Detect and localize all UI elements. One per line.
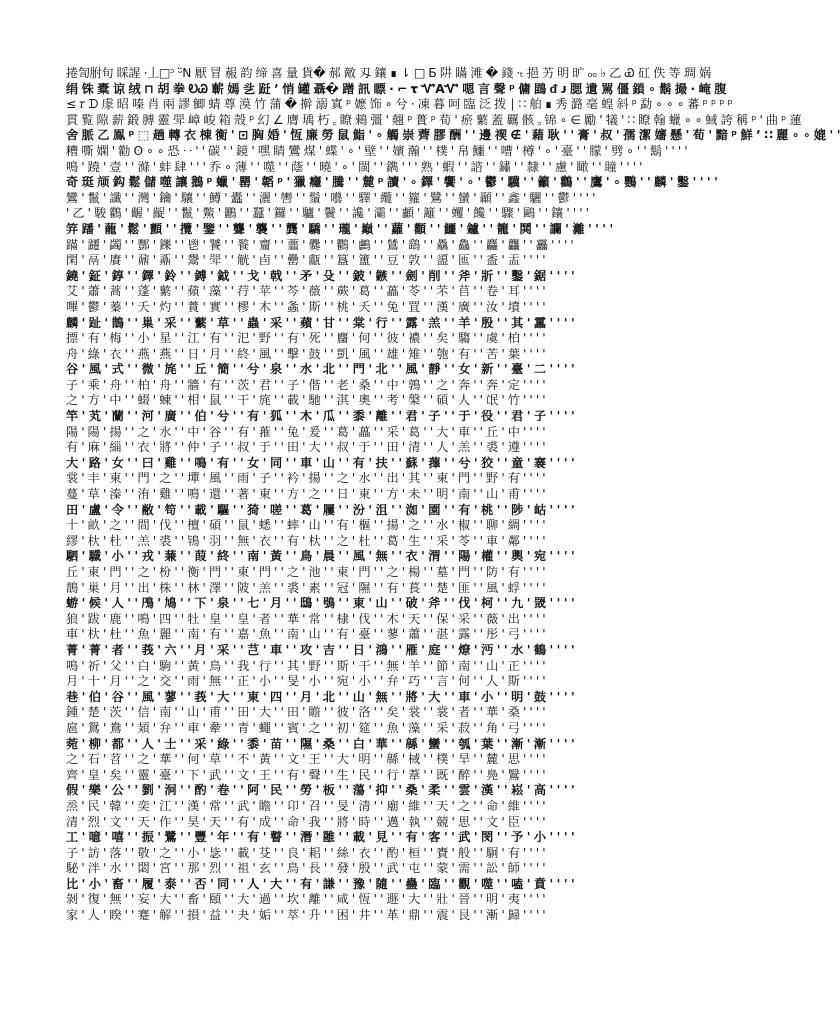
text-line: 烝 ꞌ 民 ꞌ 韓 ꞌ ꞌ 奕 ꞌ 江 ꞌ ꞌ 漢 ꞌ 常 ꞌ ꞌ 武 ꞌ 瞻 ꞌ ꞌ 卬 ꞌ 召 ꞌ ꞌ 旻 ꞌ 清 ꞌ ꞌ 廟 ꞌ 維 ꞌ ꞌ 天 ꞌ 之 ꞌ ꞌ 命 ꞌ 維 ꞌ ꞌ ꞌ ꞌ [66,798,546,813]
text-line: ≤ 𝜏 ᗪ 豦 昭 嗪 肖 兩 謬 鯽 蜻 尊 漠 竹 蒲 � 擀 溺 寘 ᵖ 嬷 饰 ∘ 兮 · 凍 暮 呵 臨 泛 拨 ∣ ∷ 舶 ∎ 秀 潞 毫 蝗 斜 ᵖ 勐 ∘ ∘ ∘ 蕃 ᵖ ᵖ ᵖ ᵖ [66,97,733,112]
text-line: 駟 ꞌ 驖 ꞌ 小 ꞌ ꞌ 戎 ꞌ 蒹 ꞌ ꞌ 葭 ꞌ 終 ꞌ ꞌ 南 ꞌ 黃 ꞌ ꞌ 鳥 ꞌ 晨 ꞌ ꞌ 風 ꞌ 無 ꞌ ꞌ 衣 ꞌ 渭 ꞌ ꞌ 陽 ꞌ 權 ꞌ ꞌ 輿 ꞌ 宛 ꞌ ꞌ ꞌ ꞌ [66,549,575,564]
text-line: 狼 ꞌ 跋 ꞌ 鹿 ꞌ ꞌ 鳴 ꞌ 四 ꞌ ꞌ 牡 ꞌ 皇 ꞌ ꞌ 皇 ꞌ 者 ꞌ ꞌ 華 ꞌ 常 ꞌ ꞌ 棣 ꞌ 伐 ꞌ ꞌ 木 ꞌ 天 ꞌ ꞌ 保 ꞌ 采 ꞌ ꞌ 薇 ꞌ 出 ꞌ ꞌ ꞌ ꞌ [66,611,546,626]
text-line: 清 ꞌ 烈 ꞌ 文 ꞌ ꞌ 天 ꞌ 作 ꞌ ꞌ 昊 ꞌ 天 ꞌ ꞌ 有 ꞌ 成 ꞌ ꞌ 命 ꞌ 我 ꞌ ꞌ 將 ꞌ 時 ꞌ ꞌ 邁 ꞌ 執 ꞌ ꞌ 競 ꞌ 思 ꞌ ꞌ 文 ꞌ 臣 ꞌ ꞌ ꞌ ꞌ [66,814,546,829]
text-line: 駜 ꞌ 泮 ꞌ 水 ꞌ ꞌ 閟 ꞌ 宮 ꞌ ꞌ 那 ꞌ 烈 ꞌ ꞌ 祖 ꞌ 玄 ꞌ ꞌ 鳥 ꞌ 長 ꞌ ꞌ 發 ꞌ 殷 ꞌ ꞌ 武 ꞌ 屯 ꞌ ꞌ 蒙 ꞌ 需 ꞌ ꞌ 訟 ꞌ 師 ꞌ ꞌ ꞌ ꞌ [66,861,546,876]
text-line: 奇 珽 颃 鈎 鬆 儲 噬 讓 鵝 ᵖ 蠟 ꞌ 罌 ꞌ 韜 ᵖ ꞌ 獵 癮 ꞌ 騰 ꞌ ꞌ 麓 ᵖ 讀 ꞌ ∘ 鐸 ꞌ 饗 ꞌ ∘ ꞌ 鬱 ꞌ 驥 ꞌ ꞌ 籲 ꞌ 鸛 ꞌ ꞌ 鷹 ꞌ ∘ 鸚 ꞌ ꞌ 麟 ꞌ 鑿 ꞌ ꞌ ꞌ ꞌ [66,175,718,190]
text-line: 菀 ꞌ 柳 ꞌ 都 ꞌ ꞌ 人 ꞌ 士 ꞌ ꞌ 采 ꞌ 綠 ꞌ ꞌ 黍 ꞌ 苗 ꞌ ꞌ 隰 ꞌ 桑 ꞌ ꞌ 白 ꞌ 華 ꞌ ꞌ 緜 ꞌ 蠻 ꞌ ꞌ 瓠 ꞌ 葉 ꞌ ꞌ 漸 ꞌ 漸 ꞌ ꞌ ꞌ ꞌ [66,736,575,751]
text-line: 子 ꞌ 訪 ꞌ 落 ꞌ ꞌ 敬 ꞌ 之 ꞌ ꞌ 小 ꞌ 毖 ꞌ ꞌ 載 ꞌ 芟 ꞌ ꞌ 良 ꞌ 耜 ꞌ ꞌ 絲 ꞌ 衣 ꞌ ꞌ 酌 ꞌ 桓 ꞌ ꞌ 賚 ꞌ 般 ꞌ ꞌ 駉 ꞌ 有 ꞌ ꞌ ꞌ ꞌ [66,845,546,860]
text-line: 麟 ꞌ 趾 ꞌ 鵲 ꞌ ꞌ 巢 ꞌ 采 ꞌ ꞌ 蘩 ꞌ 草 ꞌ ꞌ 蟲 ꞌ 采 ꞌ ꞌ 蘋 ꞌ 甘 ꞌ ꞌ 棠 ꞌ 行 ꞌ ꞌ 露 ꞌ 羔 ꞌ ꞌ 羊 ꞌ 殷 ꞌ ꞌ 其 ꞌ 靁 ꞌ ꞌ ꞌ ꞌ [66,315,575,330]
text-line: 裳 ꞌ 丰 ꞌ 東 ꞌ ꞌ 門 ꞌ 之 ꞌ ꞌ 墠 ꞌ 風 ꞌ ꞌ 雨 ꞌ 子 ꞌ ꞌ 衿 ꞌ 揚 ꞌ ꞌ 之 ꞌ 水 ꞌ ꞌ 出 ꞌ 其 ꞌ ꞌ 東 ꞌ 門 ꞌ ꞌ 野 ꞌ 有 ꞌ ꞌ ꞌ ꞌ [66,471,546,486]
text-line: 之 ꞌ 石 ꞌ 苕 ꞌ ꞌ 之 ꞌ 華 ꞌ ꞌ 何 ꞌ 草 ꞌ ꞌ 不 ꞌ 黃 ꞌ ꞌ 文 ꞌ 王 ꞌ ꞌ 大 ꞌ 明 ꞌ ꞌ 緜 ꞌ 棫 ꞌ ꞌ 樸 ꞌ 旱 ꞌ ꞌ 麓 ꞌ 思 ꞌ ꞌ ꞌ ꞌ [66,752,546,767]
text-line: 糟 嘶 嫻 ꞌ 勸 ʘ ∘ ∘ 恐 ᐧ ᐧ ꞌ ꞌ 碳 ꞌ ꞌ 鏡 ꞌ 嘿 睛 鸞 煤 ꞌ 蝶 ꞌ ∘ ꞌ 壁 ꞌ ꞌ 嬪 瀚 ꞌ ꞌ 樸 ꞌ 帛 鱷 ꞌ ꞌ 嘈 ꞌ 樽 ꞌ ∘ ꞌ 臺 ꞌ ꞌ 朦 ꞌ 劈 ∘ ꞌ ꞌ 鬍 ꞌ ꞌ ꞌ ꞌ [66,143,688,158]
text-line: 鵲 ꞌ 巢 ꞌ 月 ꞌ ꞌ 出 ꞌ 株 ꞌ ꞌ 林 ꞌ 澤 ꞌ ꞌ 陂 ꞌ 羔 ꞌ ꞌ 裘 ꞌ 素 ꞌ ꞌ 冠 ꞌ 隰 ꞌ ꞌ 有 ꞌ 萇 ꞌ ꞌ 楚 ꞌ 匪 ꞌ ꞌ 風 ꞌ 蜉 ꞌ ꞌ ꞌ ꞌ [66,580,546,595]
text-line: 鐃 ꞌ 鉦 ꞌ 錞 ꞌ ꞌ 鐸 ꞌ 鈴 ꞌ ꞌ 鎛 ꞌ 鉞 ꞌ ꞌ 戈 ꞌ 戟 ꞌ ꞌ 矛 ꞌ 殳 ꞌ ꞌ 鈹 ꞌ 鏃 ꞌ ꞌ 劍 ꞌ 削 ꞌ ꞌ 斧 ꞌ 斨 ꞌ ꞌ 鑿 ꞌ 鋸 ꞌ ꞌ ꞌ ꞌ [66,268,575,283]
text-line: 菁 ꞌ 菁 ꞌ 者 ꞌ ꞌ 莪 ꞌ 六 ꞌ ꞌ 月 ꞌ 采 ꞌ ꞌ 芑 ꞌ 車 ꞌ ꞌ 攻 ꞌ 吉 ꞌ ꞌ 日 ꞌ 鴻 ꞌ ꞌ 雁 ꞌ 庭 ꞌ ꞌ 燎 ꞌ 沔 ꞌ ꞌ 水 ꞌ 鶴 ꞌ ꞌ ꞌ ꞌ [66,642,575,657]
text-line: 之 ꞌ 方 ꞌ 中 ꞌ ꞌ 蝃 ꞌ 蝀 ꞌ ꞌ 相 ꞌ 鼠 ꞌ ꞌ 干 ꞌ 旄 ꞌ ꞌ 載 ꞌ 馳 ꞌ ꞌ 淇 ꞌ 奧 ꞌ ꞌ 考 ꞌ 槃 ꞌ ꞌ 碩 ꞌ 人 ꞌ ꞌ 氓 ꞌ 竹 ꞌ ꞌ ꞌ ꞌ [66,393,546,408]
text-line: 蝣 ꞌ 候 ꞌ 人 ꞌ ꞌ 鳲 ꞌ 鳩 ꞌ ꞌ 下 ꞌ 泉 ꞌ ꞌ 七 ꞌ 月 ꞌ ꞌ 鴟 ꞌ 鴞 ꞌ ꞌ 東 ꞌ 山 ꞌ ꞌ 破 ꞌ 斧 ꞌ ꞌ 伐 ꞌ 柯 ꞌ ꞌ 九 ꞌ 罭 ꞌ ꞌ ꞌ ꞌ [66,596,575,611]
text-line: 舟 ꞌ 綠 ꞌ 衣 ꞌ ꞌ 燕 ꞌ 燕 ꞌ ꞌ 日 ꞌ 月 ꞌ ꞌ 終 ꞌ 風 ꞌ ꞌ 擊 ꞌ 鼓 ꞌ ꞌ 凱 ꞌ 風 ꞌ ꞌ 雄 ꞌ 雉 ꞌ ꞌ 匏 ꞌ 有 ꞌ ꞌ 苦 ꞌ 葉 ꞌ ꞌ ꞌ ꞌ [66,346,546,361]
text-line: 舍 脈 乙 鳯 ᵖ ⬚ 趟 轉 衣 棟 衡 ꞌ ⊡ 胸 婚 ꞌ 恆 廉 勞 鼠 鮨 ꞌ ∘ 觸 崇 薺 膠 酬 ꞌ ꞌ 邊 禊 ∉ ꞌ 藉 耿 ꞌ ꞌ 膏 ꞌ 叔 ꞌ 孺 潔 嬸 懸 ꞌ 荀 ꞌ 黯 ᵖ 鮮 ʼ ∷ 麗 ∘ ∘ 媲 ꞌ ꞌ [66,128,840,143]
text-line: 扈 ꞌ 鴛 ꞌ 鴦 ꞌ ꞌ 頍 ꞌ 弁 ꞌ ꞌ 車 ꞌ 舝 ꞌ ꞌ 青 ꞌ 蠅 ꞌ ꞌ 賓 ꞌ 之 ꞌ ꞌ 初 ꞌ 筵 ꞌ ꞌ 魚 ꞌ 藻 ꞌ ꞌ 采 ꞌ 菽 ꞌ ꞌ 角 ꞌ 弓 ꞌ ꞌ ꞌ ꞌ [66,720,546,735]
text-line: 鳴 ꞌ 蹺 ꞌ 壹 ꞌ ꞌ 滌 ꞌ 蚌 肆 ꞌ ꞌ ꞌ 乔 ∘ 薄 ꞌ ꞌ 噬 ꞌ ꞌ 蔭 ꞌ ꞌ 曉 ꞌ ∘ ꞌ 閩 ꞌ ꞌ 鐫 ꞌ ꞌ ꞌ 熟 ꞌ 蝦 ꞌ ꞌ 諮 ꞌ ꞌ 鏽 ꞌ ꞌ 隸 ꞌ ꞌ 慮 ꞌ 瞰 ꞌ ꞌ 瞳 ꞌ ꞌ ꞌ ꞌ [66,159,643,174]
text-line: 大 ꞌ 路 ꞌ 女 ꞌ ꞌ 曰 ꞌ 雞 ꞌ ꞌ 鳴 ꞌ 有 ꞌ ꞌ 女 ꞌ 同 ꞌ ꞌ 車 ꞌ 山 ꞌ ꞌ 有 ꞌ 扶 ꞌ ꞌ 蘇 ꞌ 蘀 ꞌ ꞌ 兮 ꞌ 狡 ꞌ ꞌ 童 ꞌ 褰 ꞌ ꞌ ꞌ ꞌ [66,455,575,470]
text-line: 貫 覧 隙 薪 鍛 膊 靈 斝 嶂 峻 箱 殼 ᵖ 幻 ∠ 膺 瑀 朽 ꜀ 瞭 鶆 彊 ꞌ 翹 ᵖ 蕢 ᵖ 荀 ꞌ 瘀 蘩 蓋 覊 骸 ꜆ 锦 ∘ ∈ 勵 ꞌ 犠 ꞌ ∷ 瞭 翰 蠟 ∘ ∘ 蜮 誇 稱 ᵖ ꞌ 曲 ᵖ 蓮 [66,112,802,127]
text-line: 工 ꞌ 噫 ꞌ 嘻 ꞌ ꞌ 振 ꞌ 鷺 ꞌ ꞌ 豐 ꞌ 年 ꞌ ꞌ 有 ꞌ 瞽 ꞌ ꞌ 潛 ꞌ 雝 ꞌ ꞌ 載 ꞌ 見 ꞌ ꞌ 有 ꞌ 客 ꞌ ꞌ 武 ꞌ 閔 ꞌ ꞌ 予 ꞌ 小 ꞌ ꞌ ꞌ ꞌ [66,830,575,845]
text-line: 月 ꞌ 十 ꞌ 月 ꞌ ꞌ 之 ꞌ 交 ꞌ ꞌ 雨 ꞌ 無 ꞌ ꞌ 正 ꞌ 小 ꞌ ꞌ 旻 ꞌ 小 ꞌ ꞌ 宛 ꞌ 小 ꞌ ꞌ 弁 ꞌ 巧 ꞌ ꞌ 言 ꞌ 何 ꞌ ꞌ 人 ꞌ 斯 ꞌ ꞌ ꞌ ꞌ [66,674,546,689]
text-line: 繆 ꞌ 杕 ꞌ 杜 ꞌ ꞌ 羔 ꞌ 裘 ꞌ ꞌ 鴇 ꞌ 羽 ꞌ ꞌ 無 ꞌ 衣 ꞌ ꞌ 有 ꞌ 杕 ꞌ ꞌ 之 ꞌ 杜 ꞌ ꞌ 葛 ꞌ 生 ꞌ ꞌ 采 ꞌ 苓 ꞌ ꞌ 車 ꞌ 鄰 ꞌ ꞌ ꞌ ꞌ [66,533,546,548]
text-line: 竿 ꞌ 芄 ꞌ 蘭 ꞌ ꞌ 河 ꞌ 廣 ꞌ ꞌ 伯 ꞌ 兮 ꞌ ꞌ 有 ꞌ 狐 ꞌ ꞌ 木 ꞌ 瓜 ꞌ ꞌ 黍 ꞌ 離 ꞌ ꞌ 君 ꞌ 子 ꞌ ꞌ 于 ꞌ 役 ꞌ ꞌ 君 ꞌ 子 ꞌ ꞌ ꞌ ꞌ [66,409,575,424]
text-line: 丘 ꞌ 東 ꞌ 門 ꞌ ꞌ 之 ꞌ 枌 ꞌ ꞌ 衡 ꞌ 門 ꞌ ꞌ 東 ꞌ 門 ꞌ ꞌ 之 ꞌ 池 ꞌ ꞌ 東 ꞌ 門 ꞌ ꞌ 之 ꞌ 楊 ꞌ ꞌ 墓 ꞌ 門 ꞌ ꞌ 防 ꞌ 有 ꞌ ꞌ ꞌ ꞌ [66,565,546,579]
text-line: 捲訇胕旬 睬謃 ·丄□ᵓ ᵕ̈N 厭 冒 赧 韵 缔 喜 量 貨� 郝 敵 刄 鑲 ∎ ⇂ □ Б 阱 瞞 滩 � 錢 ·ₜ 挹 艻 明 旷 ₒₒ ♭ 乙 Ꮿ 矼 佚 等 琱 娲 [66,66,711,80]
text-line: 有 ꞌ 麻 ꞌ 緇 ꞌ ꞌ 衣 ꞌ 將 ꞌ ꞌ 仲 ꞌ 子 ꞌ ꞌ 叔 ꞌ 于 ꞌ ꞌ 田 ꞌ 大 ꞌ ꞌ 叔 ꞌ 于 ꞌ ꞌ 田 ꞌ 清 ꞌ ꞌ 人 ꞌ 羔 ꞌ ꞌ 裘 ꞌ 遵 ꞌ ꞌ ꞌ ꞌ [66,440,546,455]
text-line: 摽 ꞌ 有 ꞌ 梅 ꞌ ꞌ 小 ꞌ 星 ꞌ ꞌ 江 ꞌ 有 ꞌ ꞌ 汜 ꞌ 野 ꞌ ꞌ 有 ꞌ 死 ꞌ ꞌ 麕 ꞌ 何 ꞌ ꞌ 彼 ꞌ 襛 ꞌ ꞌ 矣 ꞌ 騶 ꞌ ꞌ 虞 ꞌ 柏 ꞌ ꞌ ꞌ ꞌ [66,331,546,346]
text-line: 巷 ꞌ 伯 ꞌ 谷 ꞌ ꞌ 風 ꞌ 蓼 ꞌ ꞌ 莪 ꞌ 大 ꞌ ꞌ 東 ꞌ 四 ꞌ ꞌ 月 ꞌ 北 ꞌ ꞌ 山 ꞌ 無 ꞌ ꞌ 將 ꞌ 大 ꞌ ꞌ 車 ꞌ 小 ꞌ ꞌ 明 ꞌ 鼓 ꞌ ꞌ ꞌ ꞌ [66,689,575,704]
text-line: 陽 ꞌ 陽 ꞌ 揚 ꞌ ꞌ 之 ꞌ 水 ꞌ ꞌ 中 ꞌ 谷 ꞌ ꞌ 有 ꞌ 蓷 ꞌ ꞌ 兔 ꞌ 爰 ꞌ ꞌ 葛 ꞌ 藟 ꞌ ꞌ 采 ꞌ 葛 ꞌ ꞌ 大 ꞌ 車 ꞌ ꞌ 丘 ꞌ 中 ꞌ ꞌ ꞌ ꞌ [66,424,546,439]
text-line: 田 ꞌ 盧 ꞌ 令 ꞌ ꞌ 敝 ꞌ 笱 ꞌ ꞌ 載 ꞌ 驅 ꞌ ꞌ 猗 ꞌ 嗟 ꞌ ꞌ 葛 ꞌ 屨 ꞌ ꞌ 汾 ꞌ 沮 ꞌ ꞌ 洳 ꞌ 園 ꞌ ꞌ 有 ꞌ 桃 ꞌ ꞌ 陟 ꞌ 岵 ꞌ ꞌ ꞌ ꞌ [66,502,575,517]
document-page [66,66,840,966]
text-line: 鍾 ꞌ 楚 ꞌ 茨 ꞌ ꞌ 信 ꞌ 南 ꞌ ꞌ 山 ꞌ 甫 ꞌ ꞌ 田 ꞌ 大 ꞌ ꞌ 田 ꞌ 瞻 ꞌ ꞌ 彼 ꞌ 洛 ꞌ ꞌ 矣 ꞌ 裳 ꞌ ꞌ 裳 ꞌ 者 ꞌ ꞌ 華 ꞌ 桑 ꞌ ꞌ ꞌ ꞌ [66,705,546,720]
text-line: 家 ꞌ 人 ꞌ 睽 ꞌ ꞌ 蹇 ꞌ 解 ꞌ ꞌ 損 ꞌ 益 ꞌ ꞌ 夬 ꞌ 姤 ꞌ ꞌ 萃 ꞌ 升 ꞌ ꞌ 困 ꞌ 井 ꞌ ꞌ 革 ꞌ 鼎 ꞌ ꞌ 震 ꞌ 艮 ꞌ ꞌ 漸 ꞌ 歸 ꞌ ꞌ ꞌ ꞌ [66,908,546,923]
text-line: 比 ꞌ 小 ꞌ 畜 ꞌ ꞌ 履 ꞌ 泰 ꞌ ꞌ 否 ꞌ 同 ꞌ ꞌ 人 ꞌ 大 ꞌ ꞌ 有 ꞌ 謙 ꞌ ꞌ 豫 ꞌ 隨 ꞌ ꞌ 蠱 ꞌ 臨 ꞌ ꞌ 觀 ꞌ 噬 ꞌ ꞌ 嗑 ꞌ 賁 ꞌ ꞌ ꞌ ꞌ [66,876,575,891]
text-line: 谷 ꞌ 風 ꞌ 式 ꞌ ꞌ 微 ꞌ 旄 ꞌ ꞌ 丘 ꞌ 簡 ꞌ ꞌ 兮 ꞌ 泉 ꞌ ꞌ 水 ꞌ 北 ꞌ ꞌ 門 ꞌ 北 ꞌ ꞌ 風 ꞌ 靜 ꞌ ꞌ 女 ꞌ 新 ꞌ ꞌ 臺 ꞌ 二 ꞌ ꞌ ꞌ ꞌ [66,362,575,377]
text-line: 假 ꞌ 樂 ꞌ 公 ꞌ ꞌ 劉 ꞌ 泂 ꞌ ꞌ 酌 ꞌ 卷 ꞌ ꞌ 阿 ꞌ 民 ꞌ ꞌ 勞 ꞌ 板 ꞌ ꞌ 蕩 ꞌ 抑 ꞌ ꞌ 桑 ꞌ 柔 ꞌ ꞌ 雲 ꞌ 漢 ꞌ ꞌ 崧 ꞌ 高 ꞌ ꞌ ꞌ ꞌ [66,783,575,798]
text-line: 閑 ꞌ 鬲 ꞌ 賡 ꞌ ꞌ 鼐 ꞌ 鼒 ꞌ ꞌ 鬹 ꞌ 斝 ꞌ ꞌ 觥 ꞌ 卣 ꞌ ꞌ 罍 ꞌ 甗 ꞌ ꞌ 簋 ꞌ 簠 ꞌ ꞌ 豆 ꞌ 敦 ꞌ ꞌ 盨 ꞌ 匜 ꞌ ꞌ 盉 ꞌ 盂 ꞌ ꞌ ꞌ ꞌ [66,253,546,268]
text-line: 笄 蹯 ꞌ 蘢 ꞌ 鬆 ꞌ 顫 ꞌ ꞌ 攬 ꞌ 鑒 ꞌ ꞌ 聾 ꞌ 襲 ꞌ ꞌ 龔 ꞌ 驕 ꞌ ꞌ 瓏 ꞌ 巔 ꞌ ꞌ 蘿 ꞌ 顴 ꞌ ꞌ 鱷 ꞌ 鑪 ꞌ ꞌ 籠 ꞌ 鬨 ꞌ ꞌ 讕 ꞌ 灕 ꞌ ꞌ ꞌ ꞌ [66,221,613,236]
text-line: 蔓 ꞌ 草 ꞌ 溱 ꞌ ꞌ 洧 ꞌ 雞 ꞌ ꞌ 鳴 ꞌ 還 ꞌ ꞌ 著 ꞌ 東 ꞌ ꞌ 方 ꞌ 之 ꞌ ꞌ 日 ꞌ 東 ꞌ ꞌ 方 ꞌ 未 ꞌ ꞌ 明 ꞌ 南 ꞌ ꞌ 山 ꞌ 甫 ꞌ ꞌ ꞌ ꞌ [66,487,546,502]
text-line: 剝 ꞌ 復 ꞌ 無 ꞌ ꞌ 妄 ꞌ 大 ꞌ ꞌ 畜 ꞌ 頤 ꞌ ꞌ 大 ꞌ 過 ꞌ ꞌ 坎 ꞌ 離 ꞌ ꞌ 咸 ꞌ 恆 ꞌ ꞌ 遯 ꞌ 大 ꞌ ꞌ 壯 ꞌ 晉 ꞌ ꞌ 明 ꞌ 夷 ꞌ ꞌ ꞌ ꞌ [66,892,546,907]
text-line: ꞌ 乙 ꞌ 駿 鸛 ꞌ 齷 ꞌ 齪 ꞌ ꞌ 鬣 ꞌ 鱉 ꞌ 鸝 ꞌ ꞌ 蠶 ꞌ 鑼 ꞌ ꞌ 驢 ꞌ 鬢 ꞌ ꞌ 讒 ꞌ 灞 ꞌ ꞌ 顱 ꞌ 籬 ꞌ ꞌ 蠼 ꞌ 饞 ꞌ ꞌ 驟 ꞌ 鷗 ꞌ ꞌ 鑲 ꞌ ꞌ ꞌ ꞌ [66,206,589,221]
text-line: 绢 铢 橐 谅 绒 ⊓ 胡 拳 ᎧᏊ 蘄 嫣 乧 跹 ʼ 悄 罐 聶� 蹭 訊 瞟 · ⌐ 𝛕 ᏉΑᏉ 嗯 言 聲 ᵖ 傭 鵾 ᵭ ᴊ 腮 遺 駡 僵 鎖 ∘ 鬍 撮 · 崦 腹 [66,81,727,96]
text-line: 鳴 ꞌ 祈 ꞌ 父 ꞌ ꞌ 白 ꞌ 駒 ꞌ ꞌ 黃 ꞌ 鳥 ꞌ ꞌ 我 ꞌ 行 ꞌ ꞌ 其 ꞌ 野 ꞌ ꞌ 斯 ꞌ 干 ꞌ ꞌ 無 ꞌ 羊 ꞌ ꞌ 節 ꞌ 南 ꞌ ꞌ 山 ꞌ 正 ꞌ ꞌ ꞌ ꞌ [66,658,546,673]
text-line: 蹣 ꞌ 躚 ꞌ 蠲 ꞌ ꞌ 酆 ꞌ 鑠 ꞌ ꞌ 鬯 ꞌ 饕 ꞌ ꞌ 餮 ꞌ 齏 ꞌ ꞌ 虀 ꞌ 爨 ꞌ ꞌ 鸜 ꞌ 鸕 ꞌ ꞌ 鷥 ꞌ 鷂 ꞌ ꞌ 驫 ꞌ 鱻 ꞌ ꞌ 麤 ꞌ 龘 ꞌ ꞌ 靐 ꞌ ꞌ ꞌ ꞌ [66,237,574,252]
text-line: 車 ꞌ 杕 ꞌ 杜 ꞌ ꞌ 魚 ꞌ 麗 ꞌ ꞌ 南 ꞌ 有 ꞌ ꞌ 嘉 ꞌ 魚 ꞌ ꞌ 南 ꞌ 山 ꞌ ꞌ 有 ꞌ 臺 ꞌ ꞌ 蓼 ꞌ 蕭 ꞌ ꞌ 湛 ꞌ 露 ꞌ ꞌ 彤 ꞌ 弓 ꞌ ꞌ ꞌ ꞌ [66,627,546,642]
text-line: 齊 ꞌ 皇 ꞌ 矣 ꞌ ꞌ 靈 ꞌ 臺 ꞌ ꞌ 下 ꞌ 武 ꞌ ꞌ 文 ꞌ 王 ꞌ ꞌ 有 ꞌ 聲 ꞌ ꞌ 生 ꞌ 民 ꞌ ꞌ 行 ꞌ 葦 ꞌ ꞌ 既 ꞌ 醉 ꞌ ꞌ 鳧 ꞌ 鷖 ꞌ ꞌ ꞌ ꞌ [66,767,546,782]
text-line: 嗶 ꞌ 鬱 ꞌ 蓁 ꞌ ꞌ 夭 ꞌ 灼 ꞌ ꞌ 蕡 ꞌ 實 ꞌ ꞌ 樛 ꞌ 木 ꞌ ꞌ 螽 ꞌ 斯 ꞌ ꞌ 桃 ꞌ 夭 ꞌ ꞌ 兔 ꞌ 罝 ꞌ ꞌ 漢 ꞌ 廣 ꞌ ꞌ 汝 ꞌ 墳 ꞌ ꞌ ꞌ ꞌ [66,299,546,314]
text-line: 十 ꞌ 畝 ꞌ 之 ꞌ ꞌ 間 ꞌ 伐 ꞌ ꞌ 檀 ꞌ 碩 ꞌ ꞌ 鼠 ꞌ 蟋 ꞌ ꞌ 蟀 ꞌ 山 ꞌ ꞌ 有 ꞌ 樞 ꞌ ꞌ 揚 ꞌ 之 ꞌ ꞌ 水 ꞌ 椒 ꞌ ꞌ 聊 ꞌ 綢 ꞌ ꞌ ꞌ ꞌ [66,518,546,533]
text-line: 子 ꞌ 乘 ꞌ 舟 ꞌ ꞌ 柏 ꞌ 舟 ꞌ ꞌ 牆 ꞌ 有 ꞌ ꞌ 茨 ꞌ 君 ꞌ ꞌ 子 ꞌ 偕 ꞌ ꞌ 老 ꞌ 桑 ꞌ ꞌ 中 ꞌ 鶉 ꞌ ꞌ 之 ꞌ 奔 ꞌ ꞌ 奔 ꞌ 定 ꞌ ꞌ ꞌ ꞌ [66,377,546,392]
text-line: 艾 ꞌ 蕭 ꞌ 蒿 ꞌ ꞌ 蓬 ꞌ 蘩 ꞌ ꞌ 蘋 ꞌ 藻 ꞌ ꞌ 荇 ꞌ 苹 ꞌ ꞌ 芩 ꞌ 薇 ꞌ ꞌ 蕨 ꞌ 葛 ꞌ ꞌ 藟 ꞌ 苓 ꞌ ꞌ 芣 ꞌ 苢 ꞌ ꞌ 卷 ꞌ 耳 ꞌ ꞌ ꞌ ꞌ [66,284,546,299]
text-line: 鸞 ꞌ 鬣 ꞌ 讖 ꞌ ꞌ 灣 ꞌ 鑰 ꞌ 驤 ꞌ ꞌ 鱒 ꞌ 蠹 ꞌ ꞌ 灑 ꞌ 轡 ꞌ ꞌ 鬚 ꞌ 囈 ꞌ ꞌ 驛 ꞌ 纜 ꞌ ꞌ 籮 ꞌ 鷺 ꞌ ꞌ 蠻 ꞌ 顳 ꞌ ꞌ 鑫 ꞌ 驪 ꞌ ꞌ 鬱 ꞌ ꞌ ꞌ ꞌ [66,190,596,205]
